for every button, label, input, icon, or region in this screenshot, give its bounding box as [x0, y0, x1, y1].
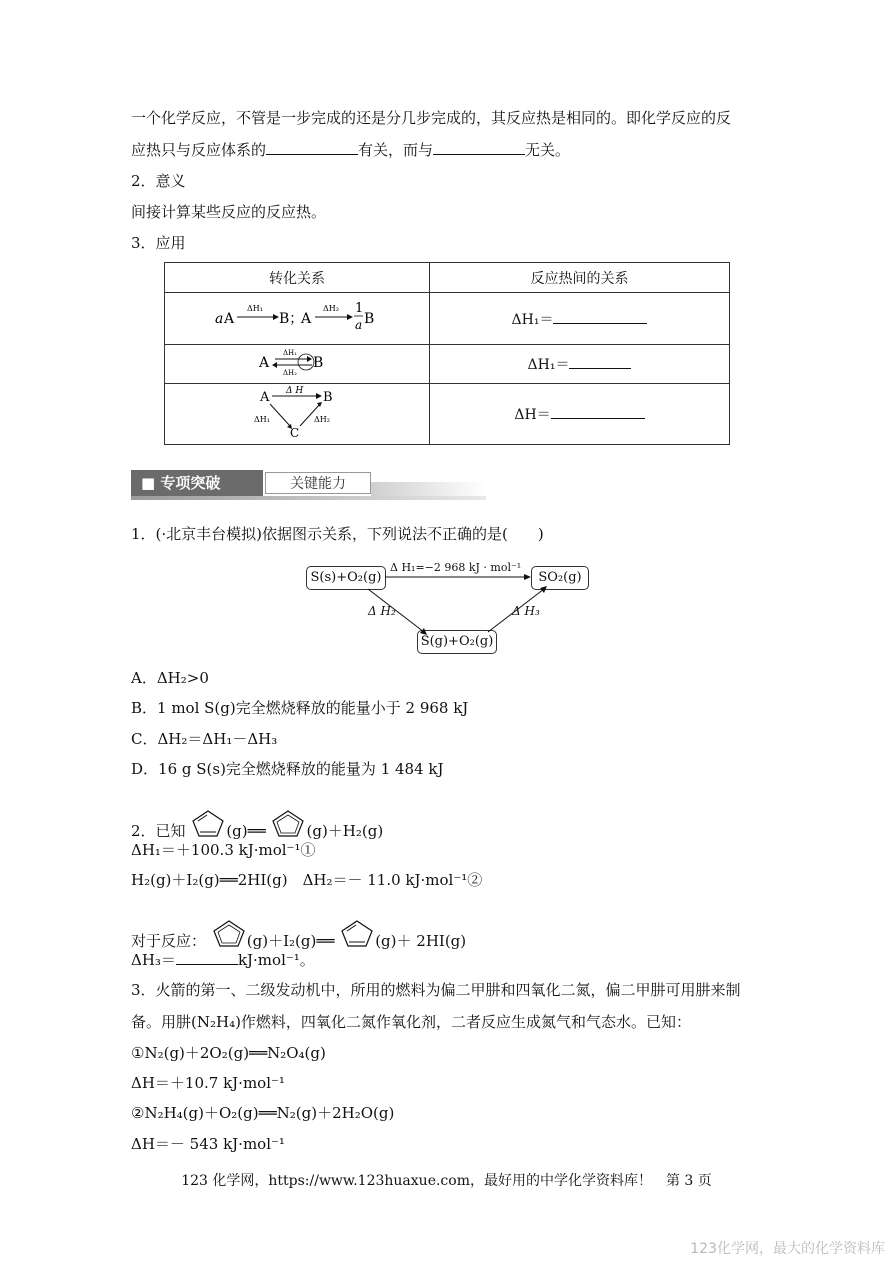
- svg-text:1: 1: [355, 300, 364, 316]
- q3-line-1: 3．火箭的第一、二级发动机中，所用的燃料为偏二甲肼和四氧化二氮，偏二甲肼可用肼来制: [131, 981, 741, 999]
- q1-box-bottom: S(g)+O₂(g): [417, 630, 497, 654]
- q2-reaction: [131, 918, 466, 951]
- q2-eq1-end: (g)＋H₂(g): [306, 822, 384, 840]
- q1-arrow-left-label: Δ H₂: [368, 604, 396, 618]
- row1-arrows-diagram: [197, 295, 397, 339]
- row1-equation: [430, 293, 730, 345]
- q1-option-c[interactable]: C．ΔH₂＝ΔH₁－ΔH₃: [131, 730, 278, 748]
- intro-line-2: [131, 140, 570, 160]
- svg-text:a: a: [355, 317, 363, 332]
- row1-diagram: [165, 293, 430, 345]
- row3-triangle-diagram: [252, 384, 342, 440]
- cyclopentadiene-icon: [339, 918, 375, 948]
- row2-eq-label: ΔH₁＝: [527, 357, 570, 373]
- cyclopentadiene-icon: [190, 808, 226, 838]
- table-header-relation: 转化关系: [165, 263, 430, 293]
- q2-react-pre: 对于反应：: [131, 932, 207, 950]
- application-table: [164, 262, 730, 445]
- svg-text:B: B: [323, 390, 333, 405]
- q1-arrow-top-label: Δ H₁=−2 968 kJ · mol⁻¹: [390, 561, 522, 574]
- q1-arrow-right-label: Δ H₃: [512, 604, 540, 618]
- svg-text:ΔH₂: ΔH₂: [283, 369, 297, 377]
- cyclopentadienyl-icon: [270, 808, 306, 838]
- q1-box-left: S(s)+O₂(g): [306, 566, 386, 590]
- q3-equation-2: ②N₂H₄(g)＋O₂(g)══N₂(g)＋2H₂O(g): [131, 1104, 395, 1122]
- svg-text:ΔH₁: ΔH₁: [254, 415, 270, 424]
- svg-text:C: C: [290, 426, 300, 440]
- section-underline: [131, 496, 486, 500]
- row2-equation: [430, 345, 730, 384]
- q2-equation-2: H₂(g)＋I₂(g)══2HI(g) ΔH₂＝－ 11.0 kJ·mol⁻¹②: [131, 871, 483, 889]
- q1-option-d[interactable]: D．16 g S(s)完全燃烧释放的能量为 1 484 kJ: [131, 760, 444, 778]
- q3-dh2: ΔH＝－ 543 kJ·mol⁻¹: [131, 1135, 285, 1153]
- q3-line-2: 备。用肼(N₂H₄)作燃料，四氧化二氮作氧化剂，二者反应生成氮气和气态水。已知：: [131, 1013, 691, 1031]
- application-heading: 3．应用: [131, 234, 186, 252]
- meaning-heading: 2．意义: [131, 172, 186, 190]
- svg-text:ΔH₁: ΔH₁: [247, 303, 263, 313]
- page-footer: 123 化学网，https://www.123huaxue.com，最好用的中学化学资料库！ 第 3 页: [181, 1173, 712, 1189]
- answer-blank[interactable]: [569, 354, 631, 369]
- answer-blank[interactable]: [551, 404, 645, 419]
- svg-text:A: A: [224, 310, 235, 327]
- q2-dh3-label: ΔH₃＝: [131, 951, 176, 969]
- q2-react-end: (g)＋ 2HI(g): [375, 932, 467, 950]
- table-header-heat: 反应热间的关系: [430, 263, 730, 293]
- q1-stem: 1．(·北京丰台模拟)依据图示关系，下列说法不正确的是( ): [131, 525, 544, 543]
- section-tab: 关键能力: [265, 472, 371, 494]
- q1-option-a[interactable]: A．ΔH₂>0: [131, 669, 209, 687]
- q2-stem: 2．已知: [131, 822, 186, 840]
- svg-text:B: B: [364, 310, 375, 327]
- q2-equation-1: [131, 808, 383, 841]
- svg-text:a: a: [215, 310, 224, 327]
- q1-box-right: SO₂(g): [531, 566, 589, 590]
- q1-option-b[interactable]: B．1 mol S(g)完全燃烧释放的能量小于 2 968 kJ: [131, 699, 469, 717]
- cyclopentadienyl-icon: [211, 918, 247, 948]
- row3-eq-label: ΔH＝: [514, 407, 551, 423]
- q2-react-mid: (g)＋I₂(g)══: [246, 932, 335, 950]
- row2-diagram: [165, 345, 430, 384]
- q3-equation-1: ①N₂(g)＋2O₂(g)══N₂O₄(g): [131, 1044, 326, 1062]
- intro-text-c: 无关。: [525, 141, 571, 159]
- q3-dh1: ΔH＝＋10.7 kJ·mol⁻¹: [131, 1074, 285, 1092]
- svg-text:A: A: [259, 355, 270, 371]
- row2-reversible-diagram: [257, 345, 337, 379]
- svg-text:Δ H: Δ H: [286, 386, 304, 396]
- intro-text-a: 应热只与反应体系的: [131, 141, 267, 159]
- svg-text:A: A: [260, 390, 270, 405]
- answer-blank[interactable]: [433, 140, 525, 155]
- answer-blank[interactable]: [176, 950, 238, 965]
- watermark: 123化学网，最大的化学资料库: [690, 1241, 885, 1257]
- row3-equation: [430, 384, 730, 445]
- meaning-text: 间接计算某些反应的反应热。: [131, 203, 327, 221]
- row1-eq-label: ΔH₁＝: [511, 311, 554, 328]
- svg-text:ΔH₂: ΔH₂: [323, 303, 339, 313]
- section-decoration: [371, 482, 486, 496]
- svg-text:A: A: [301, 310, 312, 327]
- q2-dh3-unit: kJ·mol⁻¹。: [237, 951, 315, 969]
- intro-line-1: 一个化学反应，不管是一步完成的还是分几步完成的，其反应热是相同的。即化学反应的反: [131, 109, 732, 127]
- svg-text:B；: B；: [279, 310, 304, 327]
- answer-blank[interactable]: [553, 309, 647, 324]
- answer-blank[interactable]: [266, 140, 358, 155]
- q2-dh1: ΔH₁＝＋100.3 kJ·mol⁻¹①: [131, 841, 316, 859]
- svg-text:ΔH₁: ΔH₁: [283, 349, 297, 357]
- q2-eq1-mid: (g)══: [226, 822, 266, 840]
- section-header: [131, 470, 486, 500]
- row3-diagram: [165, 384, 430, 445]
- svg-text:ΔH₂: ΔH₂: [314, 415, 330, 424]
- q2-dh3: [131, 950, 315, 970]
- section-title: ■ 专项突破: [131, 470, 263, 496]
- svg-text:B: B: [313, 355, 324, 371]
- intro-text-b: 有关，而与: [358, 141, 434, 159]
